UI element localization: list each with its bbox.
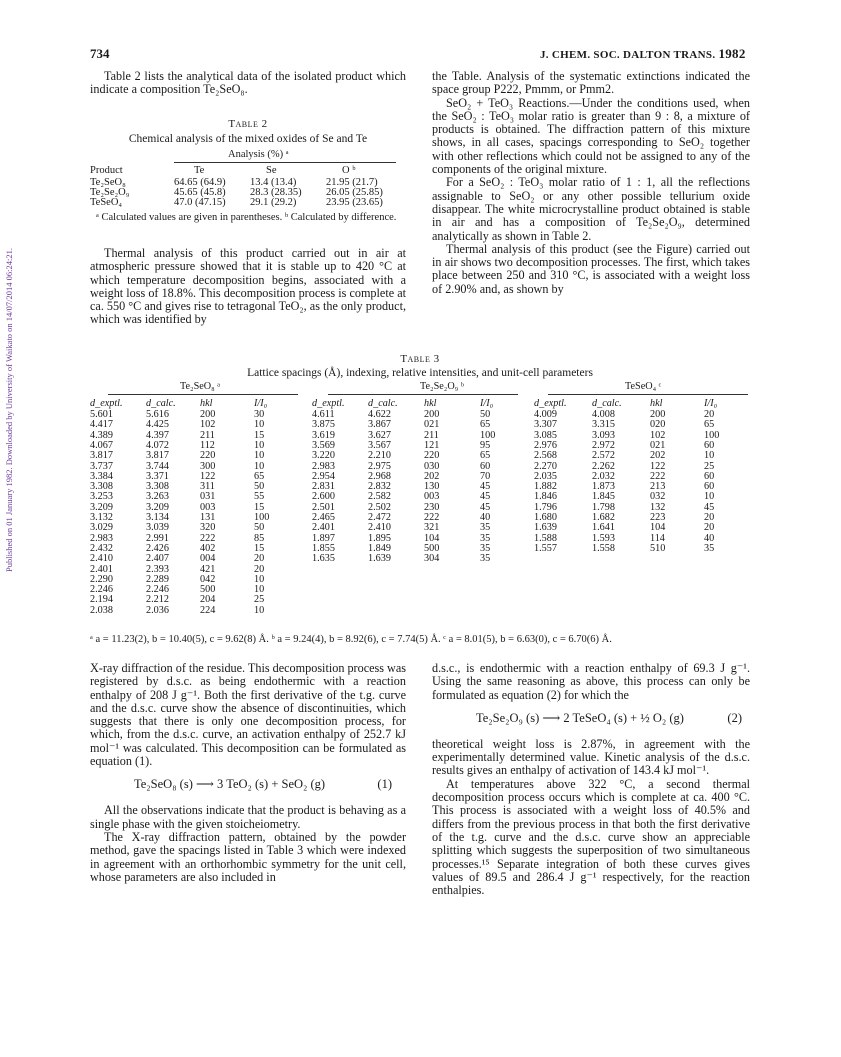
table2-rule <box>174 162 396 163</box>
right-paragraph-1: the Table. Analysis of the systematic extinctions indicated the space group P222, Pmmm, or Pmm2. <box>432 69 750 97</box>
table3-cell: 2.568 <box>534 450 557 462</box>
table2-cell: 47.0 (47.15) <box>174 197 226 208</box>
table3-cell: 45 <box>480 501 491 513</box>
table3-cell: 3.569 <box>312 439 335 451</box>
table3-cell: 1.845 <box>592 491 615 503</box>
table3-cell: 10 <box>254 584 265 596</box>
table3-cell: 202 <box>650 450 666 462</box>
equation-1-number: (1) <box>377 777 392 792</box>
table3-col-header: d_calc. <box>368 398 398 409</box>
journal-name: J. CHEM. SOC. DALTON TRANS. <box>540 49 716 61</box>
table3-cell: 4.067 <box>90 439 113 451</box>
table3-cell: 2.290 <box>90 573 113 585</box>
table3-cell: 131 <box>200 512 216 523</box>
right-column-top <box>432 70 750 296</box>
table2-cell: Te₂Se₂O₉ <box>90 187 130 198</box>
equation-2-number: (2) <box>727 710 742 725</box>
table3-cell: 65 <box>254 470 265 482</box>
table3-cell: 4.622 <box>368 409 391 420</box>
table3-title: Table 3 <box>400 353 440 365</box>
table3-cell: 25 <box>704 460 715 472</box>
table3-col-header: d_calc. <box>146 398 176 409</box>
table2-header: Se <box>266 165 277 176</box>
table2-cell: 23.95 (23.65) <box>326 197 383 208</box>
thermal-paragraph: Thermal analysis of this product carried out in air at atmospheric pressure showed that it is stable up to 420 °C at which temperature decomposition begins, associated with a weight loss of 18.8%. This decomposition process is complete at ca. 550 °C and gives rise to tetragonal TeO₂, as the only product, which was identified by <box>90 246 406 327</box>
table3-cell: 4.072 <box>146 439 169 451</box>
table3-cell: 35 <box>480 522 491 534</box>
table3-cell: 3.875 <box>312 419 335 431</box>
table3-cell: 50 <box>480 409 491 420</box>
table3-cell: 1.873 <box>592 481 615 493</box>
table3-cell: 10 <box>254 460 265 472</box>
table3-group-label: Te₂Se₂O₉ ᵇ <box>420 381 464 392</box>
table3-cell: 2.410 <box>90 553 113 565</box>
table3-cell: 3.029 <box>90 522 113 534</box>
table3-cell: 1.680 <box>534 512 557 523</box>
table3-cell: 2.983 <box>312 460 335 472</box>
table3-cell: 421 <box>200 563 216 575</box>
table3-cell: 500 <box>200 584 216 596</box>
table3-cell: 2.502 <box>368 501 391 513</box>
table3-footnote: ᵃ a = 11.23(2), b = 10.40(5), c = 9.62(8) Å. ᵇ a = 9.24(4), b = 8.92(6), c = 7.74(5) Å. ᶜ a = 8.01(5), b = 6.63(0), c = 6.70(6) Å. <box>90 634 612 645</box>
table3-cell: 85 <box>254 532 265 544</box>
equation-2-text: Te₂Se₂O₉ (s) ⟶ 2 TeSeO₄ (s) + ½ O₂ (g) <box>476 710 684 725</box>
right-column-bottom <box>432 662 750 897</box>
download-watermark <box>2 150 16 670</box>
table3-cell: 4.425 <box>146 419 169 431</box>
table3-cell: 2.246 <box>90 584 113 596</box>
table3-cell: 1.557 <box>534 542 557 554</box>
table3-cell: 45 <box>704 501 715 513</box>
watermark-text: Published on 01 January 1982. Downloaded by University of Waikato on 14/07/2014 06:24:21. <box>4 247 14 573</box>
table3-cell: 031 <box>200 491 216 503</box>
table3-cell: 20 <box>254 563 265 575</box>
table3-cell: 3.132 <box>90 512 113 523</box>
table3-cell: 40 <box>704 532 715 544</box>
table3-cell: 3.371 <box>146 470 169 482</box>
table3-cell: 222 <box>424 512 440 523</box>
left-bottom-paragraph-2: All the observations indicate that the product is behaving as a single phase with the given stoicheiometry. <box>90 803 406 831</box>
table3-group-label: Te₂SeO₈ ᵃ <box>180 381 221 392</box>
table2-header: O ᵇ <box>342 165 356 176</box>
table3-cell: 112 <box>200 439 215 451</box>
table2-cell: 64.65 (64.9) <box>174 177 226 188</box>
table3-cell: 2.401 <box>312 522 335 534</box>
table3-cell: 1.588 <box>534 532 557 544</box>
table3-cell: 2.465 <box>312 512 335 523</box>
right-paragraph-4: Thermal analysis of this product (see the Figure) carried out in air shows two decomposition processes. The first, which takes place between 250 and 310 °C, is associated with a weight loss of 2.90% and, as shown by <box>432 241 750 296</box>
table2-cell: 45.65 (45.8) <box>174 187 226 198</box>
table3-cell: 10 <box>254 419 265 431</box>
table3-cell: 50 <box>254 481 265 493</box>
right-bottom-paragraph-1: d.s.c., is endothermic with a reaction enthalpy of 69.3 J g⁻¹. Using the same reasoning as above, this process can only be formulated as equation (2) for which the <box>432 661 750 702</box>
table3-cell: 20 <box>254 553 265 565</box>
table3-col-header: d_exptl. <box>90 398 123 409</box>
table3-cell: 15 <box>254 542 265 554</box>
table3-cell: 4.397 <box>146 429 169 441</box>
table3-cell: 2.410 <box>368 522 391 534</box>
table3-cell: 15 <box>254 429 265 441</box>
table3-cell: 70 <box>480 470 491 482</box>
table3-cell: 4.008 <box>592 409 615 420</box>
table3-cell: 402 <box>200 542 216 554</box>
table3-cell: 4.417 <box>90 419 113 431</box>
table3-cell: 2.991 <box>146 532 169 544</box>
page-number: 734 <box>90 46 110 61</box>
intro-paragraph: Table 2 lists the analytical data of the isolated product which indicate a composition Te₂SeO₈. <box>90 69 406 97</box>
table2-cell: 29.1 (29.2) <box>250 197 297 208</box>
table3-cell: 2.600 <box>312 491 335 503</box>
table3-cell: 200 <box>424 409 440 420</box>
table2-cell: 13.4 (13.4) <box>250 177 297 188</box>
table3-cell: 60 <box>704 481 715 493</box>
table3-cell: 1.855 <box>312 542 335 554</box>
table3-cell: 1.639 <box>534 522 557 534</box>
table3-cell: 2.432 <box>90 542 113 554</box>
table3-cell: 3.627 <box>368 429 391 441</box>
table3-cell: 1.682 <box>592 512 615 523</box>
table3-cell: 45 <box>480 491 491 503</box>
table3-cell: 4.611 <box>312 409 335 420</box>
table3-cell: 2.401 <box>90 563 113 575</box>
table3-col-header: hkl <box>424 398 437 409</box>
table3-cell: 2.032 <box>592 470 615 482</box>
table3-cell: 60 <box>480 460 491 472</box>
table3-cell: 60 <box>704 470 715 482</box>
table3-cell: 213 <box>650 481 666 493</box>
table3-cell: 3.220 <box>312 450 335 462</box>
table3-cell: 2.954 <box>312 470 335 482</box>
table3-cell: 2.426 <box>146 542 169 554</box>
table3-caption: Lattice spacings (Å), indexing, relative intensities, and unit-cell parameters <box>247 367 593 379</box>
table3-cell: 65 <box>704 419 715 431</box>
table3-cell: 121 <box>424 439 440 451</box>
right-bottom-paragraph-2: theoretical weight loss is 2.87%, in agreement with the experimentally determined value. Kinetic analysis of the d.s.c. results gives an enthalpy of activation of 143.4 kJ mol⁻¹. <box>432 736 750 778</box>
table3-cell: 2.975 <box>368 460 391 472</box>
table3-cell: 030 <box>424 460 440 472</box>
table2-cell: 21.95 (21.7) <box>326 177 378 188</box>
table3-cell: 4.389 <box>90 429 113 441</box>
table3-cell: 321 <box>424 522 440 534</box>
table3-group-label: TeSeO₄ ᶜ <box>625 381 662 392</box>
table3-cell: 3.307 <box>534 419 557 431</box>
table3-cell: 3.817 <box>146 450 169 462</box>
table3-cell: 320 <box>200 522 216 534</box>
table3-cell: 2.832 <box>368 481 391 493</box>
table3-cell: 202 <box>424 470 440 482</box>
table3-cell: 223 <box>650 512 666 523</box>
table3-cell: 65 <box>480 419 491 431</box>
table3-cell: 220 <box>424 450 440 462</box>
table3-col-header: I/I₀ <box>480 398 494 409</box>
table3-cell: 35 <box>480 553 491 565</box>
table3-cell: 2.472 <box>368 512 391 523</box>
table3-cell: 2.968 <box>368 470 391 482</box>
table3-cell: 3.315 <box>592 419 615 431</box>
table3-cell: 2.036 <box>146 604 169 616</box>
table3-cell: 3.263 <box>146 491 169 503</box>
table3-cell: 20 <box>704 512 715 523</box>
table2-header: Product <box>90 165 123 176</box>
table3-cell: 2.210 <box>368 450 391 462</box>
equation-2 <box>432 712 750 732</box>
table3-cell: 1.593 <box>592 532 615 544</box>
right-paragraph-2: SeO₂ + TeO₃ Reactions.—Under the conditions used, when the SeO₂ : TeO₃ molar ratio is greater than 9 : 8, a mixture of products is obtained. The diffraction pattern of this mixture shows, in all cases, spacings corresponding to SeO₂ together with other reflections which could not be assigned to any of the components of the original mixture. <box>432 95 750 177</box>
table3-cell: 1.895 <box>368 532 391 544</box>
table3-cell: 200 <box>200 409 216 420</box>
table3-cell: 10 <box>254 604 265 616</box>
table3-col-header: d_exptl. <box>312 398 345 409</box>
equation-1-text: Te₂SeO₈ (s) ⟶ 3 TeO₂ (s) + SeO₂ (g) <box>134 777 326 792</box>
table3-cell: 222 <box>200 532 216 544</box>
table3-cell: 15 <box>254 501 265 513</box>
table3-cell: 3.134 <box>146 512 169 523</box>
table3-cell: 45 <box>480 481 491 493</box>
table3-cell: 3.093 <box>592 429 615 441</box>
table3-cell: 10 <box>254 450 265 462</box>
journal-year: 1982 <box>718 46 746 61</box>
table3-cell: 1.798 <box>592 501 615 513</box>
table3-cell: 3.817 <box>90 450 113 462</box>
table3-cell: 300 <box>200 460 216 472</box>
table3-cell: 2.038 <box>90 604 113 616</box>
table3-cell: 2.976 <box>534 439 557 451</box>
table3-col-header: I/I₀ <box>254 398 268 409</box>
table3-cell: 020 <box>650 419 666 431</box>
table3-cell: 3.567 <box>368 439 391 451</box>
table3-cell: 35 <box>480 542 491 554</box>
table3-col-header: hkl <box>650 398 663 409</box>
table3-cell: 10 <box>254 439 265 451</box>
table3-cell: 2.407 <box>146 553 169 565</box>
table3-cell: 1.641 <box>592 522 615 534</box>
right-bottom-paragraph-3: At temperatures above 322 °C, a second thermal decomposition process occurs which is complete at ca. 400 °C. This process is associated with a weight loss of 40.5% and differs from the previous process in that both the first derivative of the t.g. curve and the d.s.c. curve show an appreciable splitting which suggests the superposition of two simultaneous processes.¹⁵ Separate integration of both these curves gives values of 89.5 and 286.4 J g⁻¹ respectively, for the reaction enthalpies. <box>432 776 750 898</box>
table3-cell: 35 <box>704 542 715 554</box>
table2-caption: Chemical analysis of the mixed oxides of Se and Te <box>128 133 368 145</box>
table3-cell: 510 <box>650 542 666 554</box>
table3-cell: 65 <box>480 450 491 462</box>
table3-cell: 042 <box>200 573 216 585</box>
table3-cell: 10 <box>704 491 715 503</box>
table3-cell: 2.212 <box>146 594 169 606</box>
table3-cell: 1.558 <box>592 542 615 554</box>
table3-cell: 2.501 <box>312 501 335 513</box>
table3-cell: 130 <box>424 481 440 493</box>
table3-cell: 40 <box>480 512 491 523</box>
table3-group-rule <box>328 394 518 395</box>
table3-cell: 122 <box>650 460 666 472</box>
table3-cell: 4.009 <box>534 409 557 420</box>
table3-cell: 102 <box>650 429 666 441</box>
table3-cell: 1.882 <box>534 481 557 493</box>
table3-cell: 3.308 <box>146 481 169 493</box>
table3-cell: 20 <box>704 522 715 534</box>
table3-col-header: d_exptl. <box>534 398 567 409</box>
table3-cell: 95 <box>480 439 491 451</box>
table3-cell: 3.253 <box>90 491 113 503</box>
table3-cell: 003 <box>200 501 216 513</box>
table3-cell: 2.983 <box>90 532 113 544</box>
table3-cell: 3.039 <box>146 522 169 534</box>
table3-cell: 50 <box>254 522 265 534</box>
left-column-bottom <box>90 662 406 884</box>
table3-cell: 2.572 <box>592 450 615 462</box>
table2-cell: 28.3 (28.35) <box>250 187 302 198</box>
table3-cell: 3.619 <box>312 429 335 441</box>
table3-cell: 3.384 <box>90 470 113 482</box>
table3-cell: 211 <box>200 429 215 441</box>
table3-cell: 230 <box>424 501 440 513</box>
table3-cell: 1.796 <box>534 501 557 513</box>
table2-title: Table 2 <box>228 118 268 130</box>
table3-cell: 20 <box>704 409 715 420</box>
table3-cell: 1.849 <box>368 542 391 554</box>
table3-cell: 003 <box>424 491 440 503</box>
table3-col-header: hkl <box>200 398 213 409</box>
running-head <box>540 46 746 62</box>
table3-cell: 100 <box>254 512 270 523</box>
table3-cell: 35 <box>480 532 491 544</box>
table3-cell: 304 <box>424 553 440 565</box>
table3-cell: 122 <box>200 470 216 482</box>
table2-footnote: ᵃ Calculated values are given in parentheses. ᵇ Calculated by difference. <box>96 212 397 223</box>
table3-cell: 3.209 <box>146 501 169 513</box>
table3-cell: 2.194 <box>90 594 113 606</box>
table3-cell: 104 <box>650 522 666 534</box>
table3-col-header: I/I₀ <box>704 398 718 409</box>
table3-cell: 10 <box>704 450 715 462</box>
table2 <box>90 150 406 240</box>
table3-cell: 1.639 <box>368 553 391 565</box>
table2-cell: 26.05 (25.85) <box>326 187 383 198</box>
table3-cell: 032 <box>650 491 666 503</box>
table3-cell: 220 <box>200 450 216 462</box>
table3-cell: 311 <box>200 481 215 493</box>
table3-cell: 224 <box>200 604 216 616</box>
table3-cell: 55 <box>254 491 265 503</box>
table3-cell: 60 <box>704 439 715 451</box>
table3-cell: 5.601 <box>90 409 113 420</box>
left-column-thermal <box>90 247 406 327</box>
table2-header: Te <box>194 165 205 176</box>
table3-cell: 3.867 <box>368 419 391 431</box>
table3-cell: 3.744 <box>146 460 169 472</box>
equation-1 <box>90 778 406 798</box>
table3-cell: 10 <box>254 573 265 585</box>
table3-cell: 1.897 <box>312 532 335 544</box>
table3-cell: 2.035 <box>534 470 557 482</box>
table3-col-header: d_calc. <box>592 398 622 409</box>
table3-cell: 3.737 <box>90 460 113 472</box>
table3-cell: 2.246 <box>146 584 169 596</box>
table3-cell: 2.393 <box>146 563 169 575</box>
table3 <box>90 382 750 640</box>
table3-cell: 132 <box>650 501 666 513</box>
table3-cell: 1.635 <box>312 553 335 565</box>
left-column-top <box>90 70 406 97</box>
table3-cell: 2.582 <box>368 491 391 503</box>
table3-cell: 114 <box>650 532 665 544</box>
table3-cell: 211 <box>424 429 439 441</box>
table2-analysis-label: Analysis (%) ᵃ <box>228 149 289 160</box>
table3-cell: 3.209 <box>90 501 113 513</box>
table2-cell: TeSeO₄ <box>90 197 123 208</box>
table3-cell: 004 <box>200 553 216 565</box>
table3-cell: 021 <box>650 439 666 451</box>
table3-cell: 1.846 <box>534 491 557 503</box>
table3-cell: 30 <box>254 409 265 420</box>
table3-cell: 25 <box>254 594 265 606</box>
table3-cell: 102 <box>200 419 216 431</box>
table3-cell: 2.831 <box>312 481 335 493</box>
right-paragraph-3: For a SeO₂ : TeO₃ molar ratio of 1 : 1, all the reflections assignable to SeO₂ or any other possible tellurium oxide disappear. The white microcrystalline product obtained is stable in air and has a composition of Te₂Se₂O₉, determined analytically as shown in Table 2. <box>432 175 750 243</box>
table3-cell: 2.270 <box>534 460 557 472</box>
table3-cell: 5.616 <box>146 409 169 420</box>
table3-cell: 222 <box>650 470 666 482</box>
table3-cell: 204 <box>200 594 216 606</box>
table3-cell: 104 <box>424 532 440 544</box>
table3-cell: 3.308 <box>90 481 113 493</box>
table3-cell: 200 <box>650 409 666 420</box>
table3-group-rule <box>548 394 748 395</box>
table3-cell: 100 <box>480 429 496 441</box>
table3-cell: 2.972 <box>592 439 615 451</box>
table2-cell: Te₂SeO₈ <box>90 177 126 188</box>
left-bottom-paragraph-1: X-ray diffraction of the residue. This decomposition process was registered by d.s.c. as being endothermic with a reaction enthalpy of 208 J g⁻¹. Both the first derivative of the t.g. curve and the d.s.c. curve show the absence of discontinuities, which suggests that there is only one decomposition process, for which, from the d.s.c. curve, an activation enthalpy of 252.7 kJ mol⁻¹ was calculated. This decomposition can be formulated as equation (1). <box>90 661 407 769</box>
table3-cell: 500 <box>424 542 440 554</box>
table3-cell: 2.262 <box>592 460 615 472</box>
table3-cell: 021 <box>424 419 440 431</box>
left-bottom-paragraph-3: The X-ray diffraction pattern, obtained by the powder method, gave the spacings listed in Table 3 which were indexed in agreement with an orthorhombic symmetry for the unit cell, whose parameters are also included in <box>90 829 406 884</box>
table3-cell: 100 <box>704 429 720 441</box>
table3-group-rule <box>108 394 298 395</box>
table3-cell: 2.289 <box>146 573 169 585</box>
table3-cell: 3.085 <box>534 429 557 441</box>
